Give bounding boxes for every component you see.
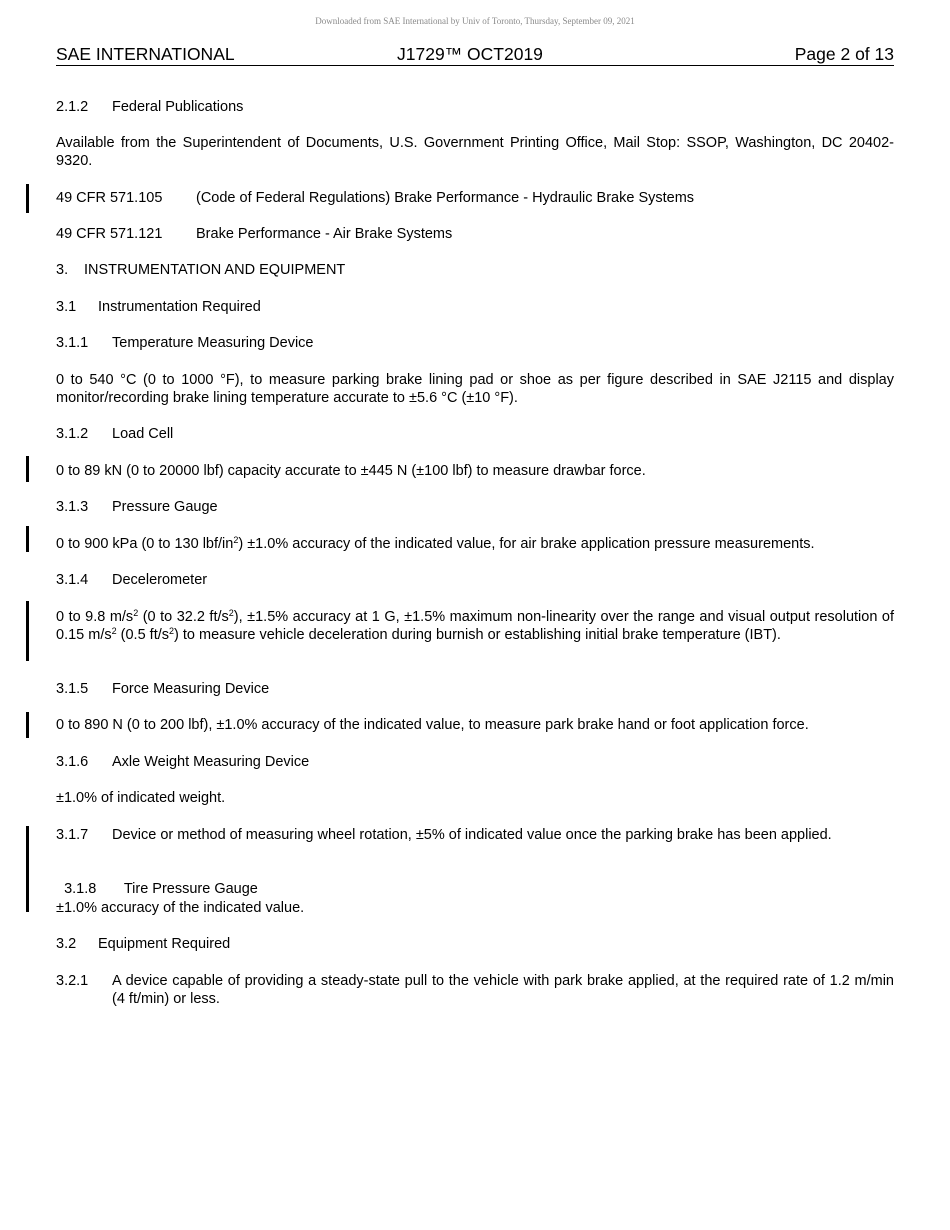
change-bar <box>26 184 29 213</box>
section-heading: 3.1.1 Temperature Measuring Device <box>56 335 314 351</box>
paragraph: A device capable of providing a steady-state pull to the vehicle with park brake applied, at the required rate of 1.2 m/min (4 ft/min) or less. <box>112 973 894 1007</box>
download-watermark: Downloaded from SAE International by Univ of Toronto, Thursday, September 09, 2021 <box>315 16 635 26</box>
section-heading: 3.1.2 Load Cell <box>56 426 174 442</box>
change-bar <box>26 456 29 482</box>
paragraph: 0 to 900 kPa (0 to 130 lbf/$in^2) \pm 1.0\%$ accuracy of the indicated value, for air brake application pressure measurements. <box>56 535 815 552</box>
change-bar <box>26 712 29 738</box>
section-heading: 3.1.8 Tire Pressure Gauge <box>64 881 258 897</box>
section-heading: 3.1.6 Axle Weight Measuring Device <box>56 754 310 770</box>
header-page-number: Page 2 of 13 <box>794 44 894 64</box>
section-heading: 3.1.4 Decelerometer <box>56 572 208 588</box>
section-heading: 3.1.3 Pressure Gauge <box>56 499 218 515</box>
section-heading: 2.1.2 Federal Publications <box>56 99 244 115</box>
section-heading: 3. INSTRUMENTATION AND EQUIPMENT <box>56 262 346 278</box>
header-org: SAE INTERNATIONAL <box>56 44 235 64</box>
paragraph: 0 to 540 °C (0 to 1000 °F), to measure parking brake lining pad or shoe as per figure described in SAE J2115 and display monitor/recording brake lining temperature accurate to ±5.6 °C (±10 °F). <box>56 372 894 406</box>
paragraph: ±1.0% of indicated weight. <box>56 790 226 806</box>
paragraph: 0 to 9.8 $m/s^2$ (0 to 32.2 $ft/s^2$), ±1.5% accuracy at 1 G, ±1.5% maximum non-linearity over the range and visual output resolution of 0.15 $m/s^2$ (0.5 $ft/s^2$) to measure vehicle deceleration during burnish or establishing initial brake temperature (IBT). <box>56 608 894 643</box>
paragraph: 0 to 890 N (0 to 200 lbf), ±1.0% accuracy of the indicated value, to measure park brake hand or foot application force. <box>56 717 809 733</box>
paragraph: Available from the Superintendent of Documents, U.S. Government Printing Office, Mail Stop: SSOP, Washington, DC 20402-9320. <box>56 135 894 169</box>
change-bar <box>26 526 29 552</box>
paragraph: 0 to 89 kN (0 to 20000 lbf) capacity accurate to ±445 N (±100 lbf) to measure drawbar force. <box>56 463 646 479</box>
section-heading: 3.2 Equipment Required <box>56 936 231 952</box>
section-heading: 3.1.5 Force Measuring Device <box>56 681 270 697</box>
section-heading: 3.2.1 <box>56 973 89 989</box>
reference-entry: 49 CFR 571.121 Brake Performance - Air Brake Systems <box>56 226 453 242</box>
change-bar <box>26 601 29 661</box>
section-heading: 3.1 Instrumentation Required <box>56 299 261 315</box>
reference-entry: 49 CFR 571.105 (Code of Federal Regulations) Brake Performance - Hydraulic Brake Systems <box>56 190 695 206</box>
header-doc-id: J1729™ OCT2019 <box>397 44 543 64</box>
change-bar <box>26 826 29 912</box>
section-heading: 3.1.7 Device or method of measuring wheel rotation, ±5% of indicated value once the parking brake has been applied. <box>56 827 832 843</box>
page-header <box>56 44 894 66</box>
paragraph: ±1.0% accuracy of the indicated value. <box>56 900 305 916</box>
